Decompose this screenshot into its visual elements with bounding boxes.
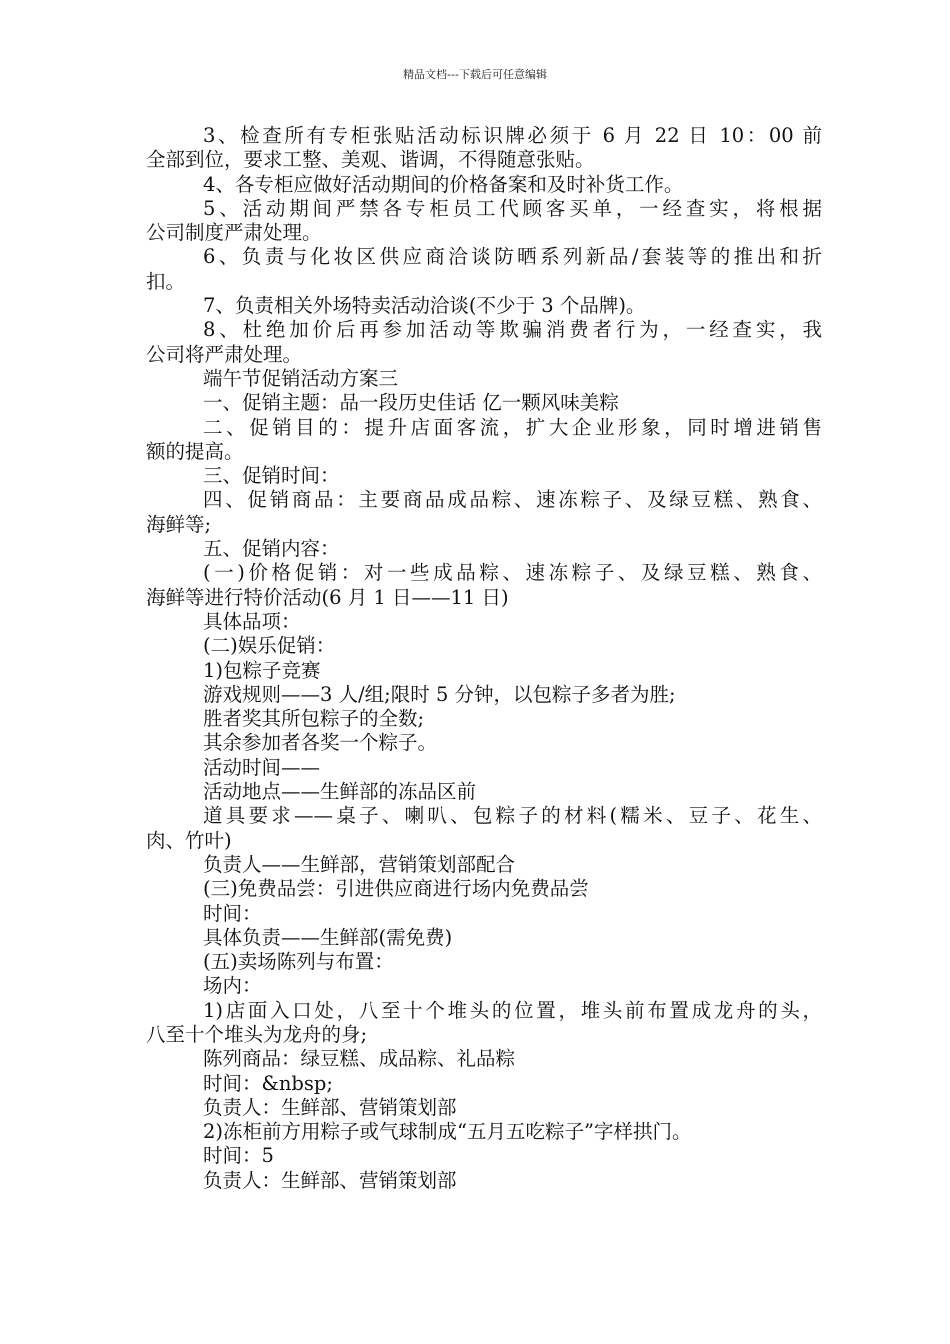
text-line: 2)冻柜前方用粽子或气球制成“五月五吃粽子”字样拱门。 [203,1120,692,1144]
text-line: 胜者奖其所包粽子的全数; [203,707,425,731]
document-body [146,124,822,1193]
text-line: (二)娱乐促销： [203,634,336,658]
text-line: 五、促销内容： [203,537,340,561]
text-line: 端午节促销活动方案三 [203,366,399,390]
text-line: 具体负责——生鲜部(需免费) [203,925,453,949]
text-line: (五)卖场陈列与布置： [203,950,394,974]
text-line: 具体品项： [203,609,301,633]
text-line: 活动地点——生鲜部的冻品区前 [203,780,477,804]
text-line: 时间：&nbsp; [203,1071,333,1095]
text-line: 海鲜等; [146,512,212,536]
text-line: 海鲜等进行特价活动(6 月 1 日——11 日) [146,585,509,609]
text-line: 一、促销主题：品一段历史佳话 亿一颗风味美粽 [203,391,619,415]
text-line: 二、促销目的：提升店面客流，扩大企业形象，同时增进销售 [203,415,822,439]
text-line: 负责人：生鲜部、营销策划部 [203,1168,457,1192]
text-line: 时间：5 [203,1144,274,1168]
text-line: 1)店面入口处，八至十个堆头的位置，堆头前布置成龙舟的头， [203,998,822,1022]
text-line: 公司将严肃处理。 [146,342,303,366]
text-line: 1)包粽子竞赛 [203,658,321,682]
text-line: 其余参加者各奖一个粽子。 [203,731,438,755]
text-line: 负责人——生鲜部，营销策划部配合 [203,852,516,876]
text-line: 扣。 [146,269,186,293]
text-line: 场内： [203,974,262,998]
text-line: 肉、竹叶) [146,828,232,852]
text-line: 八至十个堆头为龙舟的身; [146,1022,368,1046]
text-line: 四、促销商品：主要商品成品粽、速冻粽子、及绿豆糕、熟食、 [203,488,822,512]
text-line: (一)价格促销：对一些成品粽、速冻粽子、及绿豆糕、熟食、 [203,561,822,585]
text-line: 5、活动期间严禁各专柜员工代顾客买单，一经查实，将根据 [203,196,822,220]
text-line: 7、负责相关外场特卖活动洽谈(不少于 3 个品牌)。 [203,294,646,318]
text-line: 8、杜绝加价后再参加活动等欺骗消费者行为，一经查实，我 [203,318,822,342]
text-line: 道具要求——桌子、喇叭、包粽子的材料(糯米、豆子、花生、 [203,804,822,828]
text-line: 陈列商品：绿豆糕、成品粽、礼品粽 [203,1047,516,1071]
page-header: 精品文档---下载后可任意编辑 [403,68,547,81]
text-line: 活动时间—— [203,755,321,779]
text-line: 6、负责与化妆区供应商洽谈防晒系列新品/套装等的推出和折 [203,245,822,269]
text-line: 额的提高。 [146,439,244,463]
text-line: 时间： [203,901,262,925]
text-line: (三)免费品尝：引进供应商进行场内免费品尝 [203,877,589,901]
text-line: 负责人：生鲜部、营销策划部 [203,1095,457,1119]
text-line: 公司制度严肃处理。 [146,221,322,245]
text-line: 游戏规则——3 人/组;限时 5 分钟，以包粽子多者为胜; [203,682,676,706]
text-line: 全部到位，要求工整、美观、谐调，不得随意张贴。 [146,148,595,172]
text-line: 三、促销时间： [203,464,340,488]
text-line: 4、各专柜应做好活动期间的价格备案和及时补货工作。 [203,172,684,196]
text-line: 3、检查所有专柜张贴活动标识牌必须于 6 月 22 日 10：00 前 [203,124,822,147]
